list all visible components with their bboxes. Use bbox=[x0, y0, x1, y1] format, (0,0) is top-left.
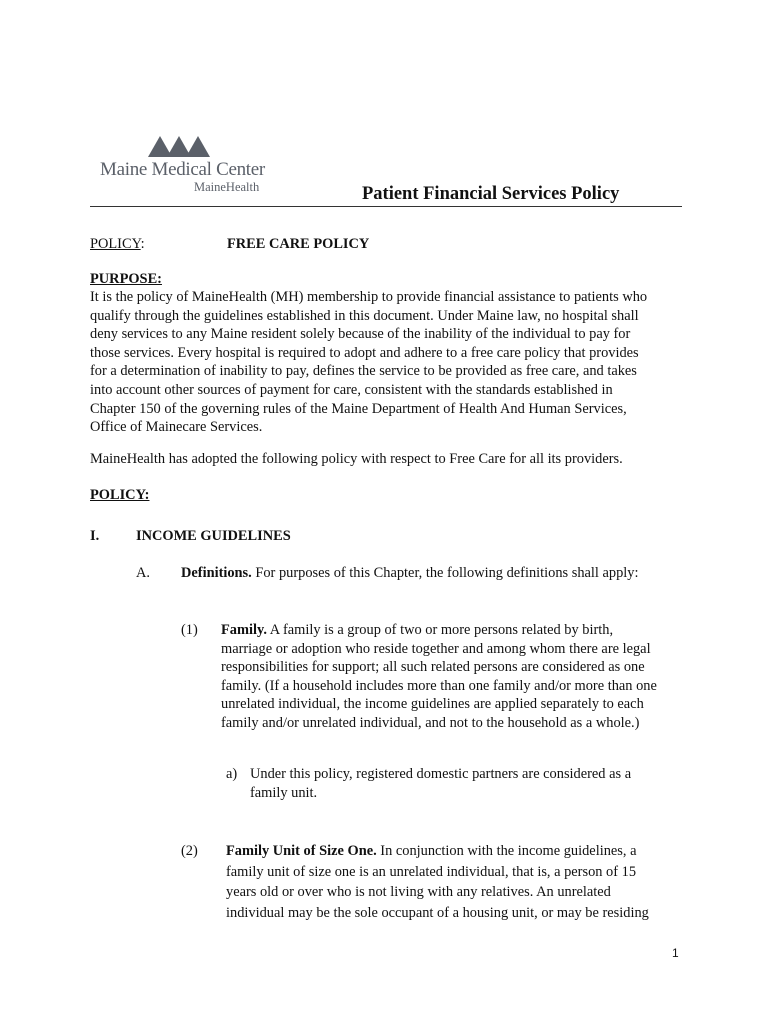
purpose-line: those services. Every hospital is required to adopt and adhere to a free care policy that provides bbox=[90, 344, 639, 361]
family-line: marriage or adoption who reside together and among whom there are legal bbox=[221, 640, 651, 657]
family-unit-line: years old or over who is not living with any relatives. An unrelated bbox=[226, 884, 611, 901]
family-line: responsibilities for support; all such related persons are considered as one bbox=[221, 659, 645, 676]
family-unit-term: Family Unit of Size One. bbox=[226, 843, 377, 859]
purpose-line: qualify through the guidelines established in this document. Under Maine law, no hospital shall bbox=[90, 307, 639, 324]
document-title: Patient Financial Services Policy bbox=[362, 184, 620, 204]
family-line: unrelated individual, the income guidelines are applied separately to each bbox=[221, 696, 644, 713]
item-number: (1) bbox=[181, 622, 198, 638]
family-unit-line: family unit of size one is an unrelated individual, that is, a person of 15 bbox=[226, 863, 637, 880]
subitem-letter: a) bbox=[226, 766, 238, 782]
purpose-line: into account other sources of payment for care, consistent with the standards established in bbox=[90, 381, 613, 398]
definitions-term: Definitions. bbox=[181, 565, 252, 581]
family-unit-line: individual may be the sole occupant of a housing unit, or may be residing bbox=[226, 904, 649, 921]
mountain-peaks-logo-icon bbox=[148, 133, 210, 157]
policy-label-colon: : bbox=[140, 236, 145, 252]
family-unit-first-line-text: In conjunction with the income guidelines, a bbox=[376, 843, 637, 859]
domestic-partners-note bbox=[250, 765, 680, 802]
policy-heading: POLICY: bbox=[90, 487, 150, 503]
definitions-line bbox=[181, 564, 639, 583]
purpose-heading: PURPOSE: bbox=[90, 271, 162, 287]
family-unit-first-line bbox=[226, 841, 686, 862]
note-line: family unit. bbox=[250, 784, 318, 801]
policy-value: FREE CARE POLICY bbox=[227, 236, 370, 252]
logo-name: Maine Medical Center bbox=[100, 159, 265, 180]
purpose-line: deny services to any Maine resident solely because of the inability of the individual to pay for bbox=[90, 326, 631, 343]
header-divider bbox=[90, 206, 682, 207]
family-first-line-text: A family is a group of two or more persons related by birth, bbox=[266, 622, 614, 638]
family-line: family and/or unrelated individual, and not to the household as a whole.) bbox=[221, 714, 640, 731]
organization-logo bbox=[100, 133, 265, 194]
family-first-line bbox=[221, 621, 691, 640]
family-term: Family. bbox=[221, 622, 267, 638]
item-number: (2) bbox=[181, 843, 198, 859]
logo-subname: MaineHealth bbox=[194, 180, 260, 194]
purpose-line: It is the policy of MaineHealth (MH) membership to provide financial assistance to patients who bbox=[90, 289, 648, 305]
definitions-text: For purposes of this Chapter, the following definitions shall apply: bbox=[251, 565, 639, 581]
subsection-letter: A. bbox=[136, 565, 150, 581]
policy-label: POLICY bbox=[90, 236, 141, 252]
purpose-line: for a determination of inability to pay, defines the service to be provided as free care, and takes bbox=[90, 363, 637, 380]
family-unit-definition bbox=[226, 841, 686, 923]
purpose-line: Chapter 150 of the governing rules of the Maine Department of Health And Human Services, bbox=[90, 400, 627, 417]
page-number: 1 bbox=[672, 946, 679, 960]
adopted-statement: MaineHealth has adopted the following policy with respect to Free Care for all its providers. bbox=[90, 451, 623, 467]
section-number: I. bbox=[90, 528, 100, 544]
family-definition bbox=[221, 621, 691, 733]
purpose-line: Office of Mainecare Services. bbox=[90, 419, 263, 436]
section-title: INCOME GUIDELINES bbox=[136, 528, 291, 544]
note-line: Under this policy, registered domestic partners are considered as a bbox=[250, 766, 632, 782]
family-line: family. (If a household includes more than one family and/or more than one bbox=[221, 677, 657, 694]
policy-label-row bbox=[90, 235, 145, 254]
purpose-paragraph bbox=[90, 288, 690, 437]
